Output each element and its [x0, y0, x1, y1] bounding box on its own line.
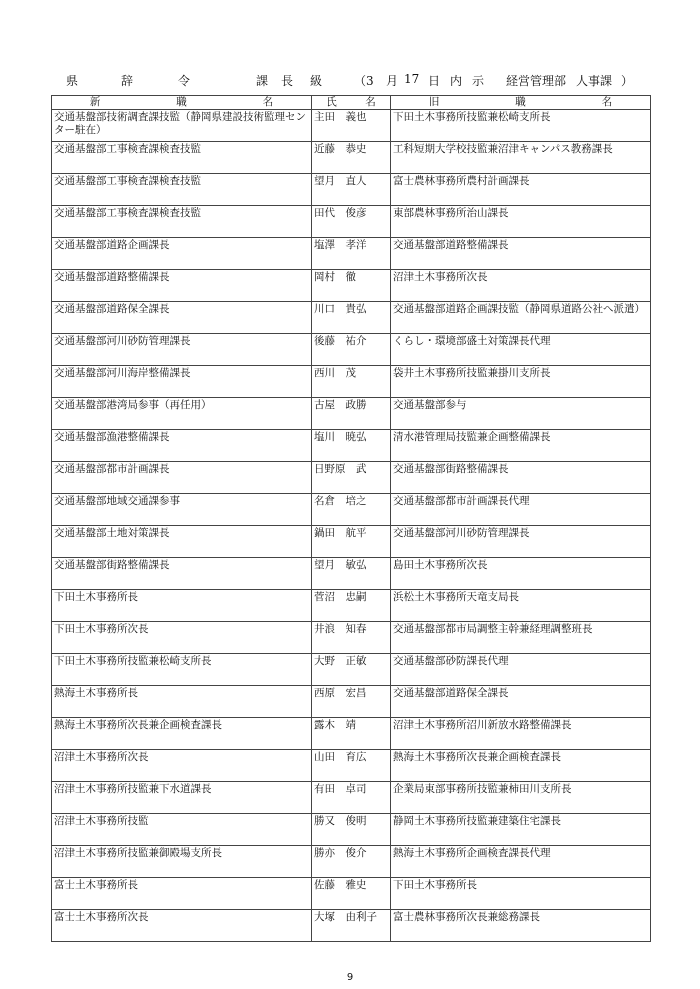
old-position-cell: 交通基盤部都市局調整主幹兼経理調整班長 — [391, 622, 651, 654]
new-position-cell: 沼津土木事務所技監兼下水道課長 — [52, 782, 312, 814]
header-new-position — [52, 96, 312, 110]
page-number: 9 — [346, 972, 354, 983]
header-part: 示 — [472, 74, 485, 88]
new-position-cell: 交通基盤部河川砂防管理課長 — [52, 334, 312, 366]
name-cell: 日野原 武 — [312, 462, 391, 494]
old-position-cell: 下田土木事務所技監兼松崎支所長 — [391, 110, 651, 142]
table-row — [52, 526, 651, 558]
old-position-cell: 浜松土木事務所天竜支局長 — [391, 590, 651, 622]
old-position-cell: 袋井土木事務所技監兼掛川支所長 — [391, 366, 651, 398]
name-cell: 山田 育広 — [312, 750, 391, 782]
header-part: 内 — [450, 74, 463, 88]
header-part: 辞 — [121, 74, 134, 88]
name-cell: 菅沼 忠嗣 — [312, 590, 391, 622]
table-row — [52, 718, 651, 750]
header-name — [312, 96, 391, 110]
table-row — [52, 142, 651, 174]
old-position-cell: 東部農林事務所治山課長 — [391, 206, 651, 238]
header-part: 月 — [386, 74, 399, 88]
new-position-cell: 富士土木事務所長 — [52, 878, 312, 910]
table-header-row — [52, 96, 651, 110]
table-row — [52, 334, 651, 366]
old-position-cell: 交通基盤部都市計画課長代理 — [391, 494, 651, 526]
new-position-cell: 交通基盤部道路企画課長 — [52, 238, 312, 270]
new-position-cell: 交通基盤部漁港整備課長 — [52, 430, 312, 462]
table-row — [52, 206, 651, 238]
old-position-cell: 交通基盤部参与 — [391, 398, 651, 430]
new-position-cell: 交通基盤部港湾局参事（再任用） — [52, 398, 312, 430]
header-part: 長 — [281, 74, 294, 88]
name-cell: 露木 靖 — [312, 718, 391, 750]
old-position-cell: 交通基盤部道路整備課長 — [391, 238, 651, 270]
new-position-cell: 熱海土木事務所次長兼企画検査課長 — [52, 718, 312, 750]
name-cell: 望月 敏弘 — [312, 558, 391, 590]
old-position-cell: くらし・環境部盛土対策課長代理 — [391, 334, 651, 366]
new-position-cell: 下田土木事務所技監兼松崎支所長 — [52, 654, 312, 686]
header-old-position — [391, 96, 651, 110]
header-char: 新 — [89, 96, 101, 108]
old-position-cell: 企業局東部事務所技監兼柿田川支所長 — [391, 782, 651, 814]
old-position-cell: 富士農林事務所農村計画課長 — [391, 174, 651, 206]
name-cell: 古屋 政勝 — [312, 398, 391, 430]
header-part: 県 — [66, 74, 79, 88]
table-row — [52, 398, 651, 430]
table-row — [52, 846, 651, 878]
new-position-cell: 交通基盤部土地対策課長 — [52, 526, 312, 558]
name-cell: 勝又 俊明 — [312, 814, 391, 846]
name-cell: 望月 直人 — [312, 174, 391, 206]
header-part: ） — [621, 74, 634, 88]
header-part: 課 — [256, 74, 269, 88]
header-part: （3 — [354, 74, 374, 88]
name-cell: 主田 義也 — [312, 110, 391, 142]
header-char: 名 — [601, 96, 613, 108]
new-position-cell: 下田土木事務所長 — [52, 590, 312, 622]
name-cell: 大野 正敏 — [312, 654, 391, 686]
header-part: 令 — [178, 74, 191, 88]
name-cell: 岡村 徹 — [312, 270, 391, 302]
table-row — [52, 622, 651, 654]
old-position-cell: 交通基盤部街路整備課長 — [391, 462, 651, 494]
table-row — [52, 750, 651, 782]
table-row — [52, 878, 651, 910]
table-row — [52, 174, 651, 206]
name-cell: 井浪 知春 — [312, 622, 391, 654]
document-header — [66, 72, 656, 90]
table-row — [52, 686, 651, 718]
table-row — [52, 462, 651, 494]
new-position-cell: 沼津土木事務所技監 — [52, 814, 312, 846]
old-position-cell: 交通基盤部砂防課長代理 — [391, 654, 651, 686]
new-position-cell: 交通基盤部工事検査課検査技監 — [52, 206, 312, 238]
name-cell: 佐藤 雅史 — [312, 878, 391, 910]
new-position-cell: 交通基盤部都市計画課長 — [52, 462, 312, 494]
header-char: 職 — [515, 96, 526, 108]
table-row — [52, 590, 651, 622]
header-char: 氏 — [326, 96, 337, 108]
old-position-cell: 交通基盤部道路企画課技監（静岡県道路公社へ派遣） — [391, 302, 651, 334]
new-position-cell: 下田土木事務所次長 — [52, 622, 312, 654]
table-row — [52, 302, 651, 334]
header-part: 17 — [404, 72, 420, 86]
new-position-cell: 交通基盤部河川海岸整備課長 — [52, 366, 312, 398]
old-position-cell: 静岡土木事務所技監兼建築住宅課長 — [391, 814, 651, 846]
new-position-cell: 富士土木事務所次長 — [52, 910, 312, 942]
new-position-cell: 交通基盤部工事検査課検査技監 — [52, 142, 312, 174]
table-row — [52, 238, 651, 270]
old-position-cell: 清水港管理局技監兼企画整備課長 — [391, 430, 651, 462]
old-position-cell: 沼津土木事務所沼川新放水路整備課長 — [391, 718, 651, 750]
old-position-cell: 熱海土木事務所次長兼企画検査課長 — [391, 750, 651, 782]
table-row — [52, 814, 651, 846]
old-position-cell: 沼津土木事務所次長 — [391, 270, 651, 302]
header-part: 日 — [428, 74, 441, 88]
name-cell: 近藤 恭史 — [312, 142, 391, 174]
new-position-cell: 交通基盤部工事検査課検査技監 — [52, 174, 312, 206]
name-cell: 西原 宏昌 — [312, 686, 391, 718]
header-part: 人事課 — [576, 74, 613, 88]
name-cell: 塩澤 孝洋 — [312, 238, 391, 270]
header-part: 経営管理部 — [506, 74, 567, 88]
name-cell: 西川 茂 — [312, 366, 391, 398]
new-position-cell: 交通基盤部道路保全課長 — [52, 302, 312, 334]
table-body — [52, 110, 651, 942]
name-cell: 鍋田 航平 — [312, 526, 391, 558]
name-cell: 後藤 祐介 — [312, 334, 391, 366]
name-cell: 名倉 培之 — [312, 494, 391, 526]
header-char: 名 — [262, 96, 274, 108]
header-part: 級 — [310, 74, 323, 88]
header-char: 名 — [365, 96, 376, 108]
name-cell: 塩川 暁弘 — [312, 430, 391, 462]
table-row — [52, 110, 651, 142]
new-position-cell: 熱海土木事務所長 — [52, 686, 312, 718]
table-row — [52, 782, 651, 814]
table-row — [52, 430, 651, 462]
header-char: 旧 — [428, 96, 440, 108]
name-cell: 勝亦 俊介 — [312, 846, 391, 878]
personnel-table — [51, 95, 651, 942]
table-row — [52, 910, 651, 942]
old-position-cell: 交通基盤部河川砂防管理課長 — [391, 526, 651, 558]
header-char: 職 — [176, 96, 187, 108]
table-row — [52, 494, 651, 526]
new-position-cell: 沼津土木事務所次長 — [52, 750, 312, 782]
old-position-cell: 交通基盤部道路保全課長 — [391, 686, 651, 718]
new-position-cell: 交通基盤部技術調査課技監（静岡県建設技術監理センター駐在） — [52, 110, 312, 142]
name-cell: 有田 卓司 — [312, 782, 391, 814]
old-position-cell: 島田土木事務所次長 — [391, 558, 651, 590]
old-position-cell: 熱海土木事務所企画検査課長代理 — [391, 846, 651, 878]
table-row — [52, 270, 651, 302]
name-cell: 大塚 由利子 — [312, 910, 391, 942]
table-row — [52, 654, 651, 686]
new-position-cell: 交通基盤部街路整備課長 — [52, 558, 312, 590]
table-row — [52, 366, 651, 398]
old-position-cell: 工科短期大学校技監兼沼津キャンパス教務課長 — [391, 142, 651, 174]
name-cell: 川口 貴弘 — [312, 302, 391, 334]
name-cell: 田代 俊彦 — [312, 206, 391, 238]
new-position-cell: 交通基盤部地域交通課参事 — [52, 494, 312, 526]
old-position-cell: 富士農林事務所次長兼総務課長 — [391, 910, 651, 942]
old-position-cell: 下田土木事務所長 — [391, 878, 651, 910]
table-row — [52, 558, 651, 590]
new-position-cell: 沼津土木事務所技監兼御殿場支所長 — [52, 846, 312, 878]
new-position-cell: 交通基盤部道路整備課長 — [52, 270, 312, 302]
